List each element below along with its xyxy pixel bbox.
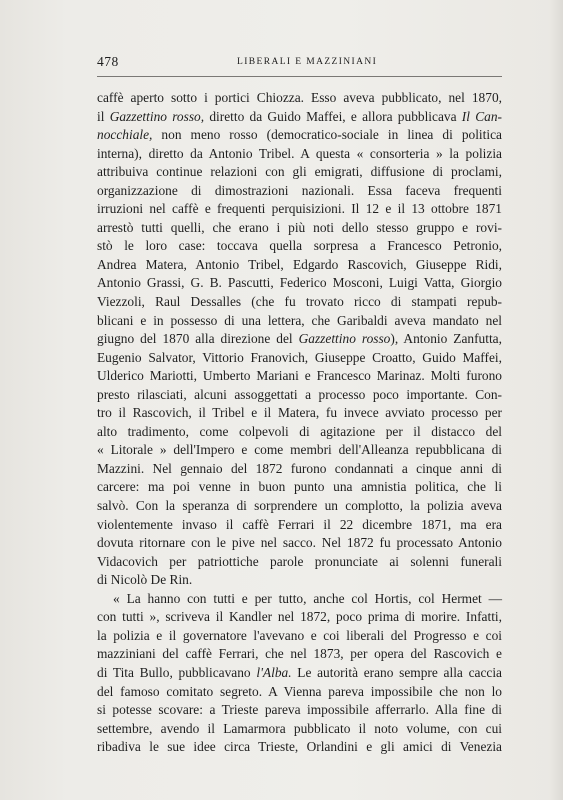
italic-title: Il Can-	[461, 108, 502, 124]
italic-title: Gazzettino rosso,	[109, 108, 205, 124]
text-line: organizzazione di dimostrazioni nazionali. Essa faceva frequenti	[97, 182, 502, 198]
text-line: caffè aperto sotto i portici Chiozza. Esso aveva pubblicato, nel 1870,	[97, 90, 502, 105]
text-line: settembre, avendo il Lamarmora pubblicato il noto volume, con cui	[97, 720, 502, 736]
text-line: si potesse scovare: a Trieste pareva impossibile afferrarlo. Alla fine di	[97, 702, 502, 718]
header-rule	[97, 76, 502, 77]
text-run: Le autorità erano sempre alla caccia	[291, 664, 503, 680]
text-line: di Nicolò De Rin.	[97, 572, 193, 588]
text-line: Andrea Matera, Antonio Tribel, Edgardo Rascovich, Giuseppe Ridi,	[97, 256, 502, 272]
text-line: blicani e in possesso di una lettera, che Garibaldi aveva mandato nel	[97, 312, 502, 328]
text-line: interna), diretto da Antonio Tribel. A questa « consorteria » la polizia	[97, 145, 502, 161]
running-title: LIBERALI E MAZZINIANI	[237, 57, 378, 67]
text-run: giugno del 1870 alla direzione del	[97, 331, 299, 347]
text-line: Mazzini. Nel gennaio del 1872 furono condannati a cinque anni di	[97, 460, 502, 476]
text-line: mazziniani del caffè Ferrari, che nel 1873, per opera del Rascovich e	[97, 646, 502, 662]
body-text	[97, 89, 502, 757]
page-header	[97, 52, 482, 72]
text-line: « Litorale » dell'Impero e come membri dell'Alleanza repubblicana di	[97, 442, 502, 458]
text-line: Viezzoli, Raul Dessalles (che fu trovato ricco di stampati repub-	[97, 294, 502, 310]
text-run: il	[97, 108, 110, 124]
text-line: Eugenio Salvator, Vittorio Franovich, Giuseppe Croatto, Guido Maffei,	[97, 349, 502, 365]
text-line: dovuta ritornare con le pive nel sacco. Nel 1872 fu processato Antonio	[97, 535, 502, 551]
text-line: la polizia e il governatore l'avevano e coi liberali del Progresso e coi	[97, 627, 502, 643]
text-run: non meno rosso (democratico-sociale in linea di politica	[152, 127, 502, 143]
text-line: irruzioni nel caffè e frequenti perquisizioni. Il 12 e il 13 ottobre 1871	[97, 201, 502, 217]
page-number: 478	[97, 54, 119, 69]
italic-title: nocchiale,	[97, 127, 153, 143]
text-line: del famoso comitato segreto. A Vienna pareva impossibile che non lo	[97, 683, 502, 699]
text-run: ), Antonio Zanfutta,	[390, 331, 502, 347]
text-line: alto tradimento, come colpevoli di agitazione per il distacco del	[97, 423, 502, 439]
text-line: Antonio Grassi, G. B. Pascutti, Federico Mosconi, Luigi Vatta, Giorgio	[97, 275, 502, 291]
text-line: con tutti », scriveva il Kandler nel 1872, poco prima di morire. Infatti,	[97, 609, 502, 625]
page-edge-shadow	[549, 0, 563, 800]
text-line: violentemente invaso il caffè Ferrari il 22 dicembre 1871, ma era	[97, 516, 502, 532]
text-line: stò le loro case: toccava quella sorpresa a Francesco Petronio,	[97, 238, 502, 254]
text-line: presto rilasciati, alcuni assoggettati a processo poco importante. Con-	[97, 386, 502, 402]
text-line: ribadiva le sue idee circa Trieste, Orlandini e gli amici di Venezia	[97, 739, 502, 755]
text-line: Ulderico Mariotti, Umberto Mariani e Francesco Marinaz. Molti furono	[97, 368, 502, 384]
text-line: carcere: ma poi venne in buon punto una amnistia politica, che li	[97, 479, 502, 495]
text-line: Vidacovich per patriottiche parole pronunciate ai solenni funerali	[97, 553, 502, 569]
text-run: di Tita Bullo, pubblicavano	[97, 664, 257, 680]
text-line	[97, 126, 502, 145]
text-line: arrestò tutti quelli, che erano i più noti dello stesso gruppo e rovi-	[97, 219, 502, 235]
italic-title: Gazzettino rosso	[298, 331, 391, 347]
text-line: tro il Rascovich, il Tribel e il Matera, fu invece avviato processo per	[97, 405, 502, 421]
text-line: attribuiva continue relazioni con gli emigrati, diffusione di proclami,	[97, 164, 502, 180]
text-line: « La hanno con tutti e per tutto, anche col Hortis, col Hermet —	[113, 590, 502, 606]
italic-title: l'Alba.	[256, 664, 292, 680]
text-line	[97, 330, 502, 349]
text-line	[97, 664, 502, 683]
text-line: salvò. Con la speranza di sorprendere un complotto, la polizia aveva	[97, 498, 502, 514]
text-line	[97, 108, 502, 127]
text-run: diretto da Guido Maffei, e allora pubblicava	[204, 108, 462, 124]
